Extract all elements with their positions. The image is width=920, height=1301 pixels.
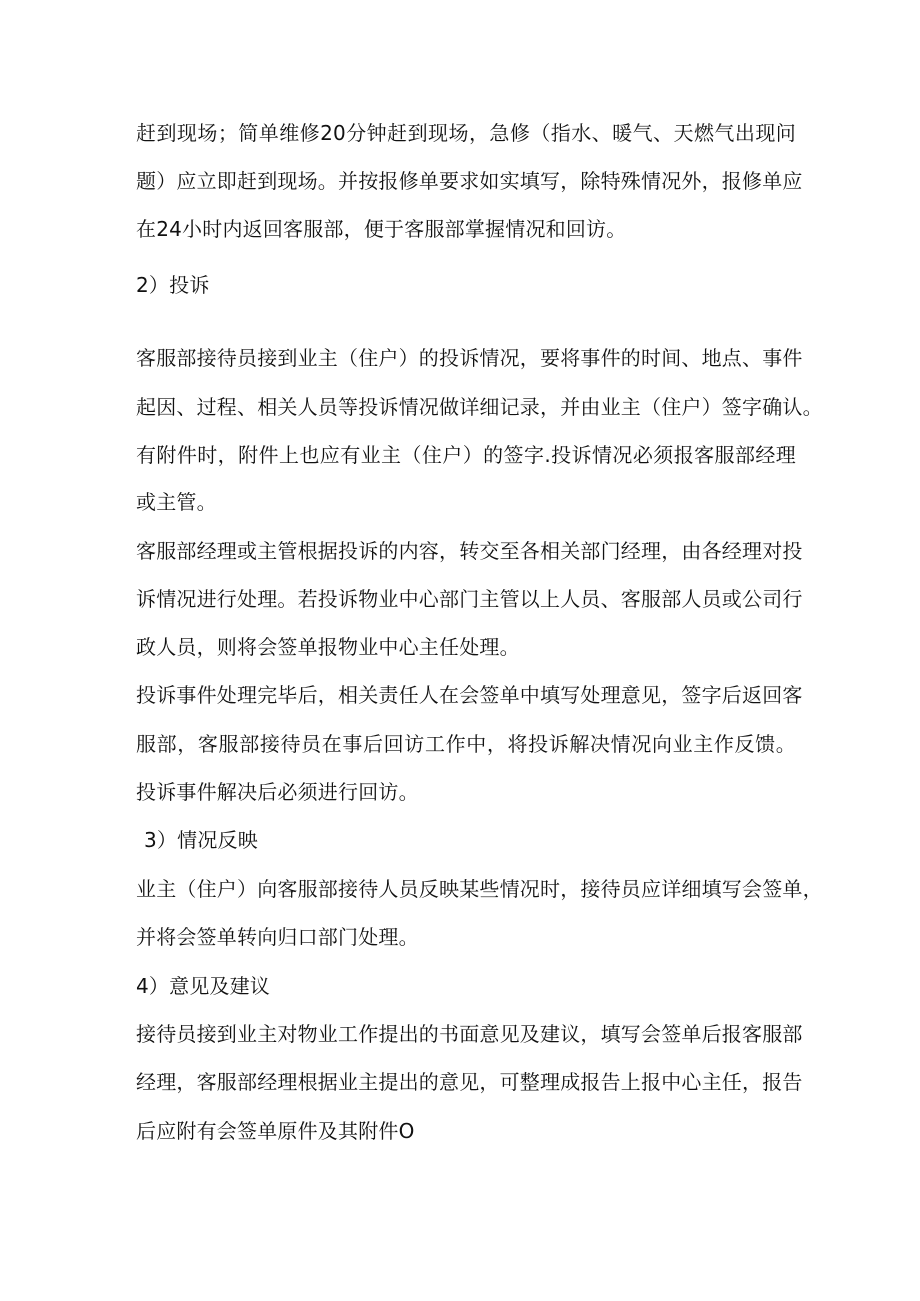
paragraph-line: 并将会签单转向归口部门处理。 bbox=[136, 925, 419, 949]
section-heading: 3）情况反映 bbox=[144, 828, 258, 852]
paragraph-line: 在24小时内返回客服部，便于客服部掌握情况和回访。 bbox=[136, 217, 627, 241]
paragraph-line: 赶到现场；简单维修20分钟赶到现场，急修（指水、暖气、天燃气出现问 bbox=[136, 121, 796, 145]
paragraph-line: 客服部接待员接到业主（住户）的投诉情况，要将事件的时间、地点、事件 bbox=[136, 346, 803, 370]
paragraph-line: 经理，客服部经理根据业主提出的意见，可整理成报告上报中心主任，报告 bbox=[136, 1070, 803, 1094]
paragraph-line: 服部，客服部接待员在事后回访工作中，将投诉解决情况向业主作反馈。 bbox=[136, 732, 796, 756]
section-heading: 4）意见及建议 bbox=[136, 974, 271, 998]
paragraph-line: 业主（住户）向客服部接待人员反映某些情况时，接待员应详细填写会签单， bbox=[136, 877, 823, 901]
paragraph-line: 投诉事件处理完毕后，相关责任人在会签单中填写处理意见，签字后返回客 bbox=[136, 683, 803, 707]
paragraph-line: 客服部经理或主管根据投诉的内容，转交至各相关部门经理，由各经理对投 bbox=[136, 539, 803, 563]
paragraph-line: 题）应立即赶到现场。并按报修单要求如实填写，除特殊情况外，报修单应 bbox=[136, 169, 803, 193]
paragraph-line: 诉情况进行处理。若投诉物业中心部门主管以上人员、客服部人员或公司行 bbox=[136, 587, 803, 611]
section-heading: 2）投诉 bbox=[136, 273, 210, 297]
paragraph-line: 接待员接到业主对物业工作提出的书面意见及建议，填写会签单后报客服部 bbox=[136, 1022, 803, 1046]
paragraph-line: 有附件时，附件上也应有业主（住户）的签字.投诉情况必须报客服部经理 bbox=[136, 443, 796, 467]
paragraph-line: 投诉事件解决后必须进行回访。 bbox=[136, 780, 419, 804]
paragraph-line: 起因、过程、相关人员等投诉情况做详细记录，并由业主（住户）签字确认。 bbox=[136, 395, 823, 419]
paragraph-line: 或主管。 bbox=[136, 490, 217, 514]
paragraph-line: 政人员，则将会签单报物业中心主任处理。 bbox=[136, 635, 520, 659]
paragraph-line: 后应附有会签单原件及其附件O bbox=[136, 1119, 415, 1143]
